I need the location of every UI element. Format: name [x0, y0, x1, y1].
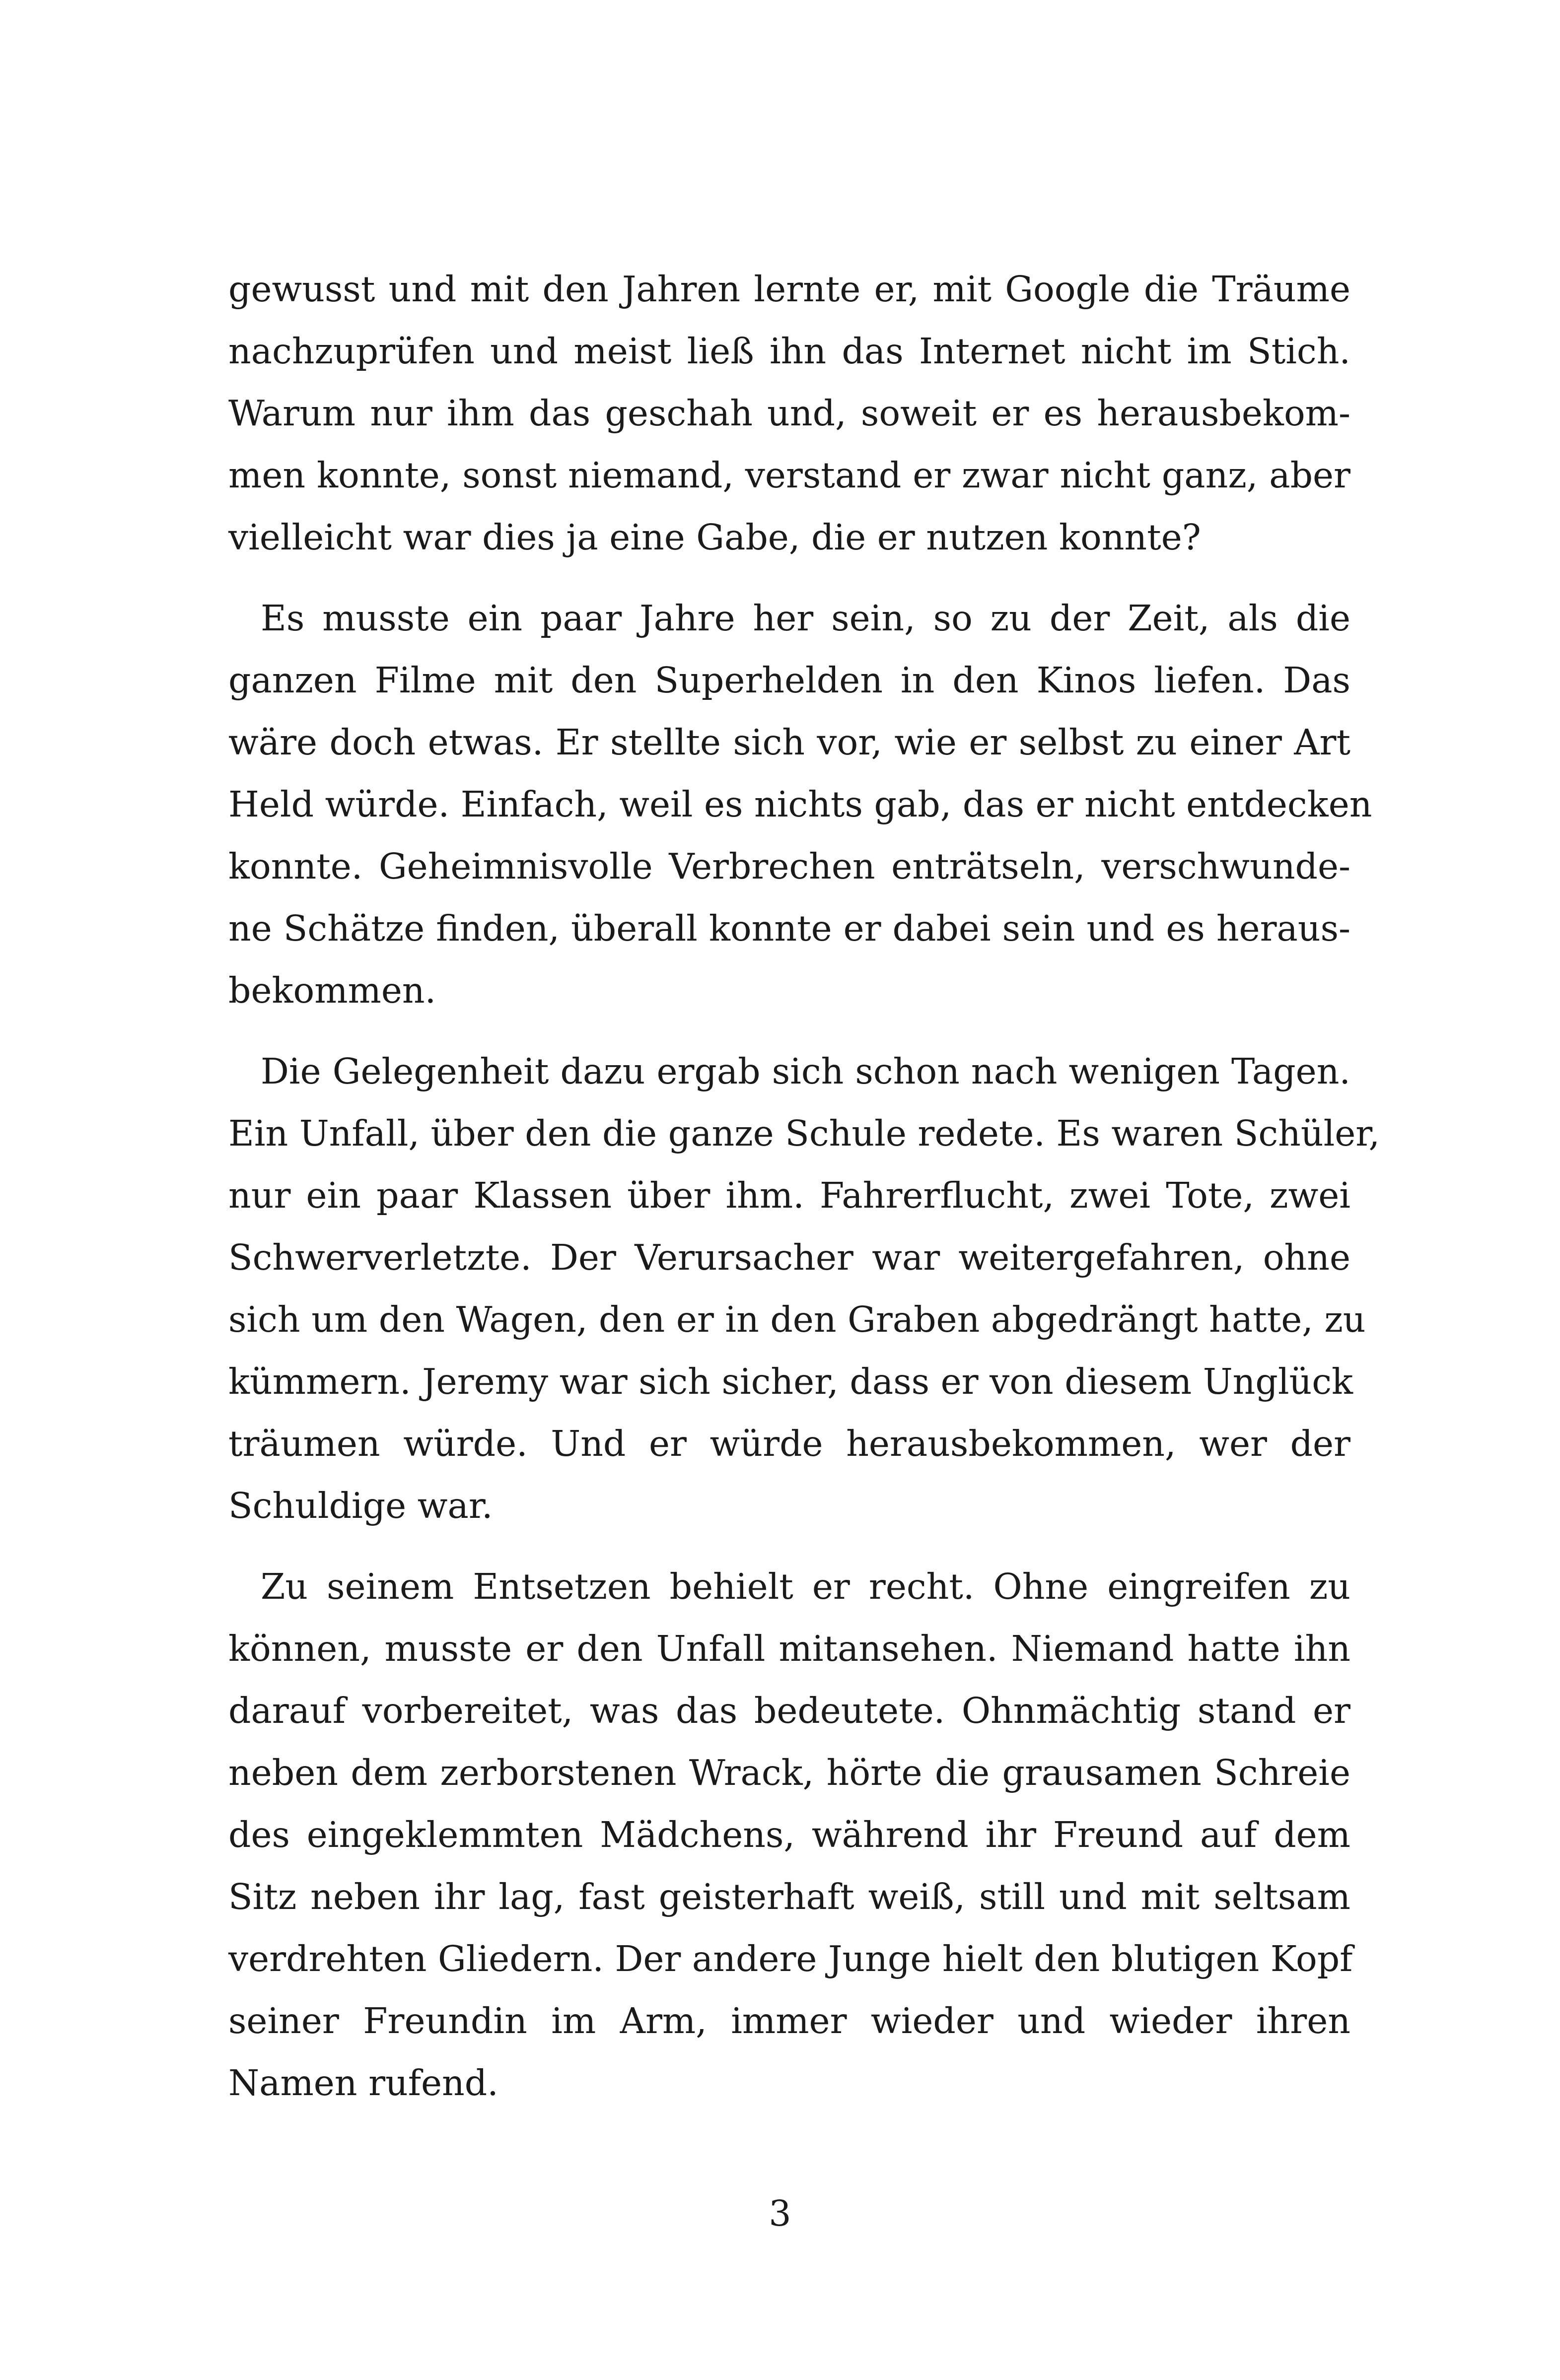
text-line: konnte. Geheimnisvolle Verbrechen enträtseln, verschwunde-: [228, 846, 1350, 887]
text-line: wäre doch etwas. Er stellte sich vor, wie er selbst zu einer Art: [228, 722, 1350, 763]
text-line: verdrehten Gliedern. Der andere Junge hielt den blutigen Kopf: [228, 1938, 1353, 1979]
paragraph-spacer: [228, 1021, 1350, 1040]
text-line: sich um den Wagen, den er in den Graben abgedrängt hatte, zu: [228, 1299, 1366, 1340]
text-line: Sitz neben ihr lag, fast geisterhaft weiß, still und mit seltsam: [228, 1876, 1350, 1917]
page-number: 3: [769, 2193, 791, 2234]
text-line: ne Schätze finden, überall konnte er dabei sein und es heraus-: [228, 908, 1350, 949]
body-text: [228, 258, 1380, 2114]
text-line: nur ein paar Klassen über ihm. Fahrerflucht, zwei Tote, zwei: [228, 1175, 1350, 1216]
text-line: Namen rufend.: [228, 2062, 498, 2104]
text-line: men konnte, sonst niemand, verstand er zwar nicht ganz, aber: [228, 455, 1350, 496]
paragraph-1: [228, 258, 1350, 568]
text-line: Die Gelegenheit dazu ergab sich schon nach wenigen Tagen.: [261, 1051, 1350, 1092]
text-line: Warum nur ihm das geschah und, soweit er es herausbekom-: [228, 393, 1350, 434]
paragraph-2: [228, 587, 1372, 1021]
text-line: Ein Unfall, über den die ganze Schule redete. Es waren Schüler,: [228, 1113, 1380, 1154]
text-line: des eingeklemmten Mädchens, während ihr Freund auf dem: [228, 1814, 1350, 1855]
text-line: ganzen Filme mit den Superhelden in den Kinos liefen. Das: [228, 660, 1350, 701]
text-line: Schwerverletzte. Der Verursacher war weitergefahren, ohne: [228, 1237, 1350, 1278]
text-line: kümmern. Jeremy war sich sicher, dass er von diesem Unglück: [228, 1361, 1353, 1402]
text-line: Zu seinem Entsetzen behielt er recht. Ohne eingreifen zu: [261, 1566, 1350, 1607]
text-line: seiner Freundin im Arm, immer wieder und wieder ihren: [228, 2000, 1350, 2041]
paragraph-spacer: [228, 568, 1350, 587]
text-line: bekommen.: [228, 970, 436, 1011]
text-line: darauf vorbereitet, was das bedeutete. Ohnmächtig stand er: [228, 1690, 1350, 1731]
text-line: vielleicht war dies ja eine Gabe, die er nutzen konnte?: [228, 517, 1201, 558]
text-line: können, musste er den Unfall mitansehen. Niemand hatte ihn: [228, 1628, 1350, 1669]
text-line: Schuldige war.: [228, 1485, 493, 1526]
paragraph-3: [228, 1040, 1380, 1537]
text-line: Held würde. Einfach, weil es nichts gab, das er nicht entdecken: [228, 784, 1372, 825]
text-line: gewusst und mit den Jahren lernte er, mit Google die Träume: [228, 269, 1350, 310]
paragraph-spacer: [228, 1537, 1350, 1556]
paragraph-4: [228, 1556, 1353, 2114]
text-line: nachzuprüfen und meist ließ ihn das Internet nicht im Stich.: [228, 331, 1350, 372]
text-line: träumen würde. Und er würde herausbekommen, wer der: [228, 1423, 1350, 1464]
text-line: Es musste ein paar Jahre her sein, so zu der Zeit, als die: [261, 598, 1350, 639]
text-line: neben dem zerborstenen Wrack, hörte die grausamen Schreie: [228, 1752, 1350, 1793]
